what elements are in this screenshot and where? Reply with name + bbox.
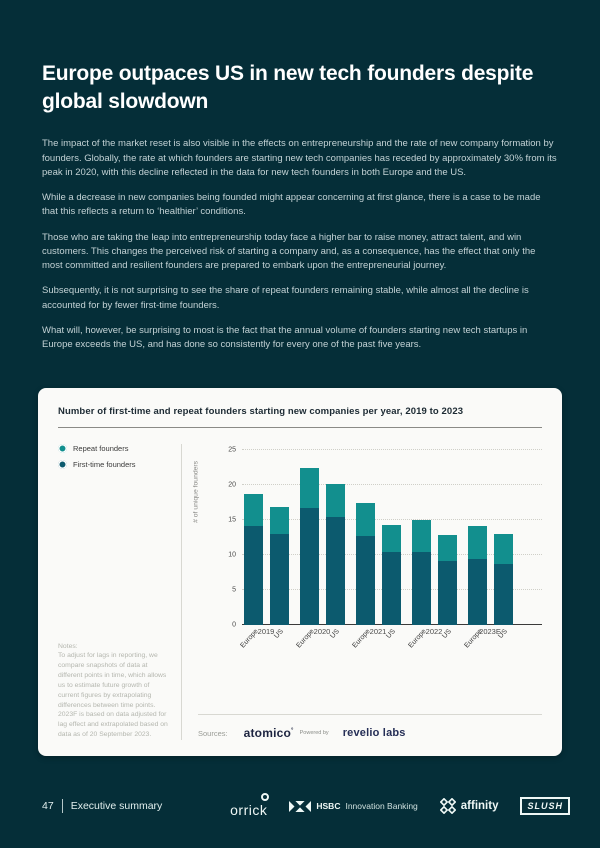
y-tick-label: 10 <box>228 551 236 559</box>
page-title: Europe outpaces US in new tech founders despite global slowdown <box>42 62 534 113</box>
page-footer <box>42 794 570 818</box>
x-tick-label: US <box>497 628 510 640</box>
x-label-area <box>351 625 376 661</box>
bar-segment-repeat <box>468 526 487 559</box>
x-tick-label: Europe <box>351 628 372 650</box>
year-label-2021: 2021 <box>369 627 387 636</box>
intro-paragraph: The impact of the market reset is also visible in the effects on entrepreneurship and the rate of new company formation by founders. Globally, the rate at which founders are starting new tech companies has receded by approximately 30% from its peak in 2020, with this decline reflected in the data for new tech founders in both Europe and the US. <box>42 138 557 178</box>
x-tick-label: Europe <box>295 628 316 650</box>
x-label-area <box>268 625 290 661</box>
bar-stack <box>242 450 264 625</box>
page-number: 47 <box>42 800 54 812</box>
y-tick-label: 20 <box>228 481 236 489</box>
bar-stack <box>380 450 402 625</box>
bar-stack <box>268 450 290 625</box>
year-label-2022: 2022 <box>425 627 443 636</box>
bar-segment-first-time <box>300 508 319 625</box>
slush-logo: SLUSH <box>520 797 570 815</box>
orrick-ring-icon <box>261 793 269 801</box>
bar-segment-first-time <box>356 536 375 625</box>
x-tick-label: US <box>441 628 454 640</box>
x-tick-label: US <box>385 628 398 640</box>
bar-stack <box>298 450 320 625</box>
repeat-founders-dot-icon <box>58 444 67 453</box>
bar-segment-repeat <box>270 507 289 534</box>
bar-segment-first-time <box>412 552 431 626</box>
chart-title: Number of first-time and repeat founders starting new companies per year, 2019 to 2023 <box>58 406 464 417</box>
bar <box>438 535 457 625</box>
legend-label: First-time founders <box>73 460 136 469</box>
bar-segment-repeat <box>326 484 345 516</box>
bar-segment-first-time <box>494 564 513 625</box>
bar-cell-Europe-2021 <box>351 450 376 661</box>
x-label-area <box>295 625 320 661</box>
bar-cell-Europe-2019 <box>239 450 264 661</box>
bar <box>300 468 319 625</box>
year-label-2020: 2020 <box>313 627 331 636</box>
legend-item-first-time-founders <box>58 460 169 469</box>
bar-cell-US-2019 <box>268 450 290 661</box>
bar-groups <box>239 450 542 661</box>
bar-segment-first-time <box>468 559 487 625</box>
chart-notes <box>58 642 169 740</box>
bar <box>356 503 375 625</box>
x-label-area <box>324 625 346 661</box>
bar <box>270 507 289 625</box>
year-label-2023E: 2023E <box>479 627 501 636</box>
bar-group-2023E <box>463 450 514 661</box>
y-axis-title: # of unique founders <box>192 460 200 523</box>
x-label-area <box>380 625 402 661</box>
bar-segment-first-time <box>244 526 263 625</box>
x-tick-label: US <box>273 628 286 640</box>
bar-cell-Europe-2020 <box>295 450 320 661</box>
y-tick-label: 25 <box>228 446 236 454</box>
bar-stack <box>354 450 376 625</box>
bar-group-2019 <box>239 450 290 661</box>
affinity-logo: affinity <box>440 798 499 814</box>
y-tick-label: 15 <box>228 516 236 524</box>
y-tick-label: 0 <box>232 621 236 629</box>
x-label-area <box>463 625 488 661</box>
bar-group-2022 <box>407 450 458 661</box>
bar-group-2020 <box>295 450 346 661</box>
revelio-labs-logo: revelio labs <box>342 727 406 739</box>
bar-cell-US-2023E <box>492 450 514 661</box>
affinity-knot-icon <box>440 798 456 814</box>
card-title-divider <box>58 427 542 428</box>
bar <box>382 525 401 625</box>
x-tick-label: US <box>329 628 342 640</box>
bar-segment-first-time <box>438 561 457 625</box>
x-label-area <box>239 625 264 661</box>
bar-stack <box>466 450 488 625</box>
bar-cell-Europe-2023E <box>463 450 488 661</box>
notes-text: To adjust for lags in reporting, we compare snapshots of data at different points in time, which allows us to estimate future growth of current figures by extrapolating differences between time points. 2023F is based on data adjusted for lag effect and extrapolated based on data as of 20 September 2023. <box>58 652 168 739</box>
bar <box>412 520 431 625</box>
x-label-area <box>492 625 514 661</box>
legend-label: Repeat founders <box>73 444 129 453</box>
powered-by-label: Powered by <box>299 730 329 736</box>
bar-segment-repeat <box>300 468 319 508</box>
bar-segment-repeat <box>494 534 513 564</box>
x-tick-label: Europe <box>407 628 428 650</box>
bar-segment-repeat <box>412 520 431 552</box>
sources-row <box>198 714 542 740</box>
bar-cell-Europe-2022 <box>407 450 432 661</box>
bar <box>244 494 263 625</box>
orrick-logo: orrick <box>230 794 267 818</box>
atomico-logo: atomico° <box>243 726 294 740</box>
y-tick-label: 5 <box>232 586 236 594</box>
x-label-area <box>436 625 458 661</box>
bar-segment-first-time <box>326 517 345 626</box>
intro-paragraph: Subsequently, it is not surprising to see the share of repeat founders remaining stable, while almost all the decline is accounted for by fewer first-time founders. <box>42 285 529 311</box>
sources-label: Sources: <box>198 728 228 738</box>
intro-paragraph: While a decrease in new companies being founded might appear concerning at first glance, there is a case to be made that this reflects a return to ‘healthier’ conditions. <box>42 192 541 218</box>
intro-paragraph: What will, however, be surprising to most is the fact that the annual volume of founders starting new tech startups in Europe exceeds the US, and has done so consistently for every one of the past five years. <box>42 324 528 351</box>
bar-cell-US-2022 <box>436 450 458 661</box>
year-label-2019: 2019 <box>257 627 275 636</box>
bar <box>494 534 513 625</box>
bar <box>326 484 345 625</box>
footer-divider <box>62 799 63 813</box>
hsbc-logo: HSBC Innovation Banking <box>289 801 417 812</box>
bar-segment-repeat <box>356 503 375 537</box>
bar-cell-US-2021 <box>380 450 402 661</box>
first-time-founders-dot-icon <box>58 460 67 469</box>
bar-segment-repeat <box>438 535 457 562</box>
bar-stack <box>410 450 432 625</box>
x-label-area <box>407 625 432 661</box>
bar <box>468 526 487 625</box>
sponsor-logos <box>230 794 570 818</box>
intro-paragraph: Those who are taking the leap into entrepreneurship today face a higher bar to raise money, attract talent, and win customers. This changes the perceived risk of starting a company and, as a consequence, has the effect that only the most committed and resilient founders are prepared to embark upon the entrepreneurial journey. <box>42 231 536 272</box>
chart-right-column <box>182 444 542 740</box>
chart-card-body <box>58 444 542 740</box>
chart-left-column <box>58 444 182 740</box>
bar-segment-first-time <box>270 534 289 625</box>
x-tick-label: Europe <box>239 628 260 650</box>
hsbc-hexagon-icon <box>289 801 311 812</box>
bar-cell-US-2020 <box>324 450 346 661</box>
bar-segment-first-time <box>382 552 401 625</box>
intro-text <box>42 137 558 352</box>
bar-stack <box>436 450 458 625</box>
x-tick-label: Europe <box>463 628 484 650</box>
legend-item-repeat-founders <box>58 444 169 453</box>
chart-card <box>38 388 562 756</box>
bar-stack <box>492 450 514 625</box>
section-label: Executive summary <box>70 800 163 812</box>
bar-segment-repeat <box>244 494 263 526</box>
notes-label: Notes: <box>58 642 78 650</box>
bar-stack <box>324 450 346 625</box>
bar-group-2021 <box>351 450 402 661</box>
bar-segment-repeat <box>382 525 401 552</box>
